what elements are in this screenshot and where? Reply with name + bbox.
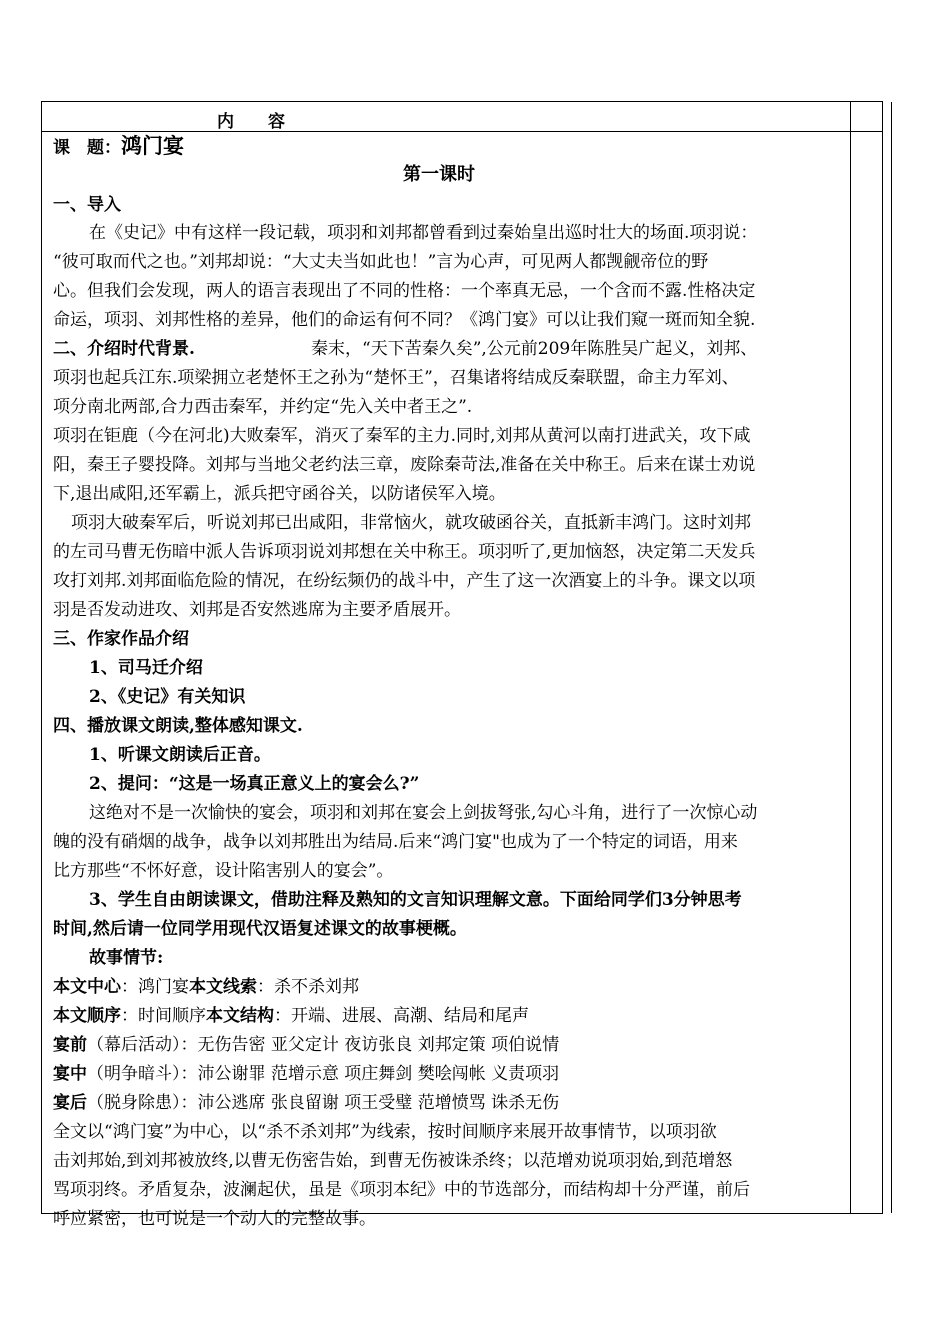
paragraph-line: 呼应紧密，也可说是一个动人的完整故事。 (53, 1209, 376, 1229)
list-item: 2、《史记》有关知识 (89, 687, 246, 707)
paragraph-line: 魄的没有硝烟的战争，战争以刘邦胜出为结局.后来“鸿门宴"也成为了一个特定的词语，用来 (53, 832, 738, 852)
paragraph-line: 下,退出咸阳,还军霸上，派兵把守函谷关，以防诸侯军入境。 (53, 484, 506, 504)
topic-label: 课 题： (53, 138, 121, 158)
topic-line (53, 135, 184, 159)
paragraph-line: 阳，秦王子婴投降。刘邦与当地父老约法三章，废除秦苛法,准备在关中称王。后来在谋士劝说 (53, 455, 756, 475)
paragraph-line: 攻打刘邦.刘邦面临危险的情况，在纷纭频仍的战斗中，产生了这一次酒宴上的斗争。课文以项 (53, 571, 756, 591)
paragraph-line: 这绝对不是一次愉快的宴会，项羽和刘邦在宴会上剑拔弩张,勾心斗角，进行了一次惊心动 (89, 803, 758, 823)
list-item: 1、司马迁介绍 (89, 658, 203, 678)
list-item: 3、学生自由朗读课文，借助注释及熟知的文言知识理解文意。下面给同学们3分钟思考 (89, 890, 742, 910)
paragraph-line: 的左司马曹无伤暗中派人告诉项羽说刘邦想在关中称王。项羽听了,更加恼怒，决定第二天发兵 (53, 542, 756, 562)
paragraph-line: 命运，项羽、刘邦性格的差异，他们的命运有何不同？《鸿门宴》可以让我们窥一斑而知全貌. (53, 310, 756, 330)
paragraph-line: 在《史记》中有这样一段记载，项羽和刘邦都曾看到过秦始皇出巡时壮大的场面.项羽说： (89, 223, 758, 243)
plot-before (53, 1034, 559, 1056)
topic-title: 鸿门宴 (121, 133, 184, 158)
paragraph-line: “彼可取而代之也。”刘邦却说：“大丈夫当如此也！”言为心声，可见两人都觊觎帝位的野 (53, 252, 709, 272)
section-3-heading: 三、作家作品介绍 (53, 629, 189, 649)
section-2-heading: 二、介绍时代背景. (53, 339, 195, 359)
structure-value: ：开端、进展、高潮、结局和尾声 (274, 1006, 529, 1026)
structure-label: 本文结构 (206, 1006, 274, 1026)
summary-center-clue (53, 976, 359, 998)
paragraph-line: 项羽也起兵江东.项梁拥立老楚怀王之孙为“楚怀王”，召集诸将结成反秦联盟，命主力军刘、 (53, 368, 739, 388)
paragraph-line: 心。但我们会发现，两人的语言表现出了不同的性格：一个率真无忌，一个含而不露.性格决定 (53, 281, 756, 301)
order-label: 本文顺序 (53, 1006, 121, 1026)
paragraph-line: 全文以“鸿门宴”为中心，以“杀不杀刘邦”为线索，按时间顺序来展开故事情节，以项羽欲 (53, 1122, 717, 1142)
period-heading: 第一课时 (403, 164, 475, 185)
paragraph-line: 项分南北两部,合力西击秦军，并约定“先入关中者王之”. (53, 397, 473, 417)
plot-during (53, 1063, 559, 1085)
paragraph-line: 时间,然后请一位同学用现代汉语复述课文的故事梗概。 (53, 919, 467, 939)
after-label: 宴后 (53, 1093, 87, 1113)
order-value: ：时间顺序 (121, 1006, 206, 1026)
list-item: 1、听课文朗读后正音。 (89, 745, 271, 765)
before-value: （幕后活动）：无伤告密 亚父定计 夜访张良 刘邦定策 项伯说情 (87, 1035, 560, 1055)
during-label: 宴中 (53, 1064, 87, 1084)
paragraph-line: 项羽大破秦军后，听说刘邦已出咸阳，非常恼火，就攻破函谷关，直抵新丰鸿门。这时刘邦 (71, 513, 751, 533)
plot-heading: 故事情节: (89, 948, 164, 968)
column-divider-2 (891, 102, 892, 1213)
center-label: 本文中心 (53, 977, 121, 997)
section-4-heading: 四、播放课文朗读,整体感知课文. (53, 716, 303, 736)
paragraph-line: 骂项羽终。矛盾复杂，波澜起伏，虽是《项羽本纪》中的节选部分，而结构却十分严谨，前后 (53, 1180, 750, 1200)
column-divider-1 (850, 102, 851, 1213)
paragraph-line: 击刘邦始,到刘邦被放终,以曹无伤密告始，到曹无伤被诛杀终；以范增劝说项羽始,到范增怒 (53, 1151, 733, 1171)
paragraph-line: 羽是否发动进攻、刘邦是否安然逃席为主要矛盾展开。 (53, 600, 461, 620)
after-value: （脱身除患）：沛公逃席 张良留谢 项王受璧 范增愤骂 诛杀无伤 (87, 1093, 560, 1113)
paragraph-line: 比方那些“不怀好意，设计陷害别人的宴会”。 (53, 861, 394, 881)
section-1-heading: 一、导入 (53, 195, 121, 215)
clue-value: ：杀不杀刘邦 (257, 977, 359, 997)
paragraph-line: 项羽在钜鹿（今在河北)大败秦军，消灭了秦军的主力.同时,刘邦从黄河以南打进武关，攻下咸 (53, 426, 751, 446)
header-content-label: 内 容 (217, 112, 285, 132)
paragraph-line: 秦末，“天下苦秦久矣”,公元前209年陈胜吴广起义，刘邦、 (311, 339, 758, 359)
header-row-divider (42, 131, 882, 132)
before-label: 宴前 (53, 1035, 87, 1055)
summary-order-structure (53, 1005, 529, 1027)
center-value: ：鸿门宴 (121, 977, 189, 997)
during-value: （明争暗斗）：沛公谢罪 范增示意 项庄舞剑 樊哙闯帐 义责项羽 (87, 1064, 560, 1084)
list-item: 2、提问：“这是一场真正意义上的宴会么?” (89, 774, 420, 794)
plot-after (53, 1092, 559, 1114)
clue-label: 本文线索 (189, 977, 257, 997)
